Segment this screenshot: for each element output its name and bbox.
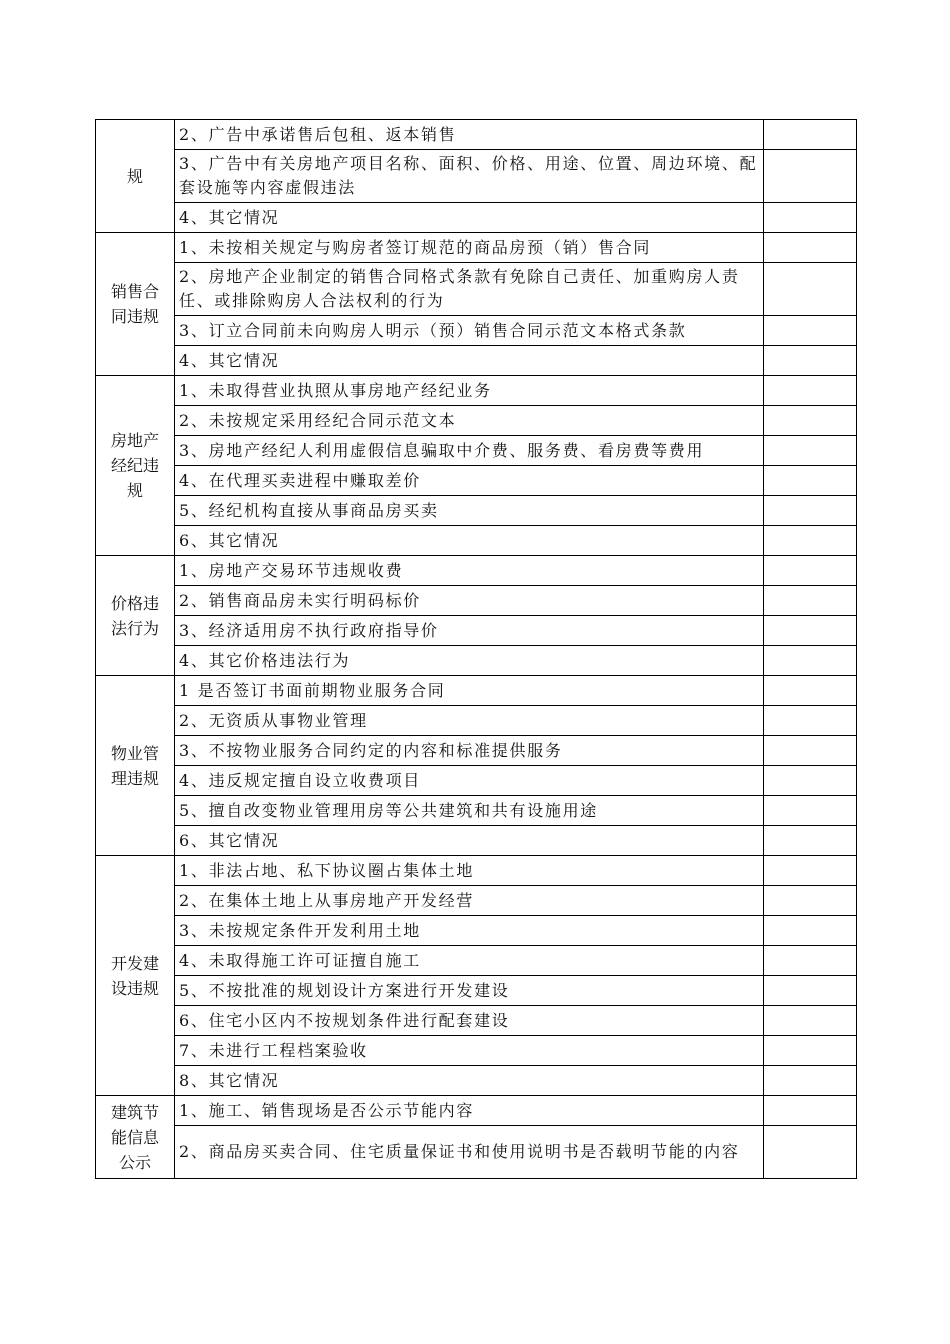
table-row [96, 976, 857, 1006]
check-cell[interactable] [764, 233, 857, 263]
check-cell[interactable] [764, 376, 857, 406]
category-cell: 价格违法行为 [96, 556, 175, 676]
category-cell: 开发建设违规 [96, 856, 175, 1096]
check-cell[interactable] [764, 406, 857, 436]
item-cell: 3、未按规定条件开发利用土地 [175, 916, 764, 946]
table-row [96, 1036, 857, 1066]
check-cell[interactable] [764, 346, 857, 376]
item-cell: 4、其它情况 [175, 346, 764, 376]
check-cell[interactable] [764, 1096, 857, 1126]
table-row [96, 946, 857, 976]
table-row [96, 766, 857, 796]
item-cell: 3、房地产经纪人利用虚假信息骗取中介费、服务费、看房费等费用 [175, 436, 764, 466]
table-row [96, 886, 857, 916]
violation-checklist-table [95, 119, 857, 1179]
item-cell: 7、未进行工程档案验收 [175, 1036, 764, 1066]
item-cell: 1、未按相关规定与购房者签订规范的商品房预（销）售合同 [175, 233, 764, 263]
item-cell: 5、经纪机构直接从事商品房买卖 [175, 496, 764, 526]
check-cell[interactable] [764, 886, 857, 916]
table-row [96, 233, 857, 263]
item-cell: 2、商品房买卖合同、住宅质量保证书和使用说明书是否载明节能的内容 [175, 1126, 764, 1179]
table-row [96, 406, 857, 436]
table-row [96, 316, 857, 346]
table-row [96, 586, 857, 616]
check-cell[interactable] [764, 466, 857, 496]
check-cell[interactable] [764, 496, 857, 526]
check-cell[interactable] [764, 976, 857, 1006]
table-row [96, 436, 857, 466]
item-cell: 2、销售商品房未实行明码标价 [175, 586, 764, 616]
table-row [96, 676, 857, 706]
table-row [96, 376, 857, 406]
category-cell: 规 [96, 120, 175, 233]
check-cell[interactable] [764, 1126, 857, 1179]
item-cell: 4、未取得施工许可证擅自施工 [175, 946, 764, 976]
category-cell: 物业管理违规 [96, 676, 175, 856]
check-cell[interactable] [764, 263, 857, 316]
check-cell[interactable] [764, 616, 857, 646]
check-cell[interactable] [764, 676, 857, 706]
item-cell: 2、未按规定采用经纪合同示范文本 [175, 406, 764, 436]
item-cell: 1、未取得营业执照从事房地产经纪业务 [175, 376, 764, 406]
item-cell: 1、非法占地、私下协议圈占集体土地 [175, 856, 764, 886]
table-row [96, 1006, 857, 1036]
item-cell: 4、在代理买卖进程中赚取差价 [175, 466, 764, 496]
item-cell: 4、违反规定擅自设立收费项目 [175, 766, 764, 796]
item-cell: 2、在集体土地上从事房地产开发经营 [175, 886, 764, 916]
check-cell[interactable] [764, 120, 857, 150]
check-cell[interactable] [764, 856, 857, 886]
item-cell: 1、房地产交易环节违规收费 [175, 556, 764, 586]
check-cell[interactable] [764, 946, 857, 976]
table-row [96, 1066, 857, 1096]
table-row [96, 263, 857, 316]
item-cell: 6、其它情况 [175, 826, 764, 856]
table-row [96, 796, 857, 826]
check-cell[interactable] [764, 316, 857, 346]
check-cell[interactable] [764, 526, 857, 556]
category-cell: 建筑节能信息公示 [96, 1096, 175, 1179]
item-cell: 8、其它情况 [175, 1066, 764, 1096]
table-row [96, 526, 857, 556]
item-cell: 3、经济适用房不执行政府指导价 [175, 616, 764, 646]
table-row [96, 150, 857, 203]
check-cell[interactable] [764, 150, 857, 203]
check-cell[interactable] [764, 1006, 857, 1036]
table-row [96, 120, 857, 150]
table-row [96, 736, 857, 766]
check-cell[interactable] [764, 556, 857, 586]
table-row [96, 706, 857, 736]
item-cell: 3、不按物业服务合同约定的内容和标准提供服务 [175, 736, 764, 766]
item-cell: 3、订立合同前未向购房人明示（预）销售合同示范文本格式条款 [175, 316, 764, 346]
table-row [96, 203, 857, 233]
check-cell[interactable] [764, 436, 857, 466]
table-row [96, 466, 857, 496]
table-row [96, 556, 857, 586]
table-row [96, 1126, 857, 1179]
check-cell[interactable] [764, 646, 857, 676]
table-row [96, 616, 857, 646]
item-cell: 6、其它情况 [175, 526, 764, 556]
category-cell: 销售合同违规 [96, 233, 175, 376]
check-cell[interactable] [764, 203, 857, 233]
category-cell: 房地产经纪违规 [96, 376, 175, 556]
table-row [96, 646, 857, 676]
item-cell: 4、其它情况 [175, 203, 764, 233]
table-row [96, 1096, 857, 1126]
table-row [96, 496, 857, 526]
item-cell: 5、不按批准的规划设计方案进行开发建设 [175, 976, 764, 1006]
table-row [96, 346, 857, 376]
check-cell[interactable] [764, 766, 857, 796]
check-cell[interactable] [764, 1036, 857, 1066]
item-cell: 6、住宅小区内不按规划条件进行配套建设 [175, 1006, 764, 1036]
check-cell[interactable] [764, 586, 857, 616]
item-cell: 3、广告中有关房地产项目名称、面积、价格、用途、位置、周边环境、配套设施等内容虚假违法 [175, 150, 764, 203]
table-row [96, 916, 857, 946]
item-cell: 2、广告中承诺售后包租、返本销售 [175, 120, 764, 150]
item-cell: 4、其它价格违法行为 [175, 646, 764, 676]
item-cell: 1 是否签订书面前期物业服务合同 [175, 676, 764, 706]
check-cell[interactable] [764, 736, 857, 766]
check-cell[interactable] [764, 916, 857, 946]
item-cell: 2、无资质从事物业管理 [175, 706, 764, 736]
table-row [96, 856, 857, 886]
item-cell: 1、施工、销售现场是否公示节能内容 [175, 1096, 764, 1126]
check-cell[interactable] [764, 706, 857, 736]
check-cell[interactable] [764, 1066, 857, 1096]
item-cell: 5、擅自改变物业管理用房等公共建筑和共有设施用途 [175, 796, 764, 826]
check-cell[interactable] [764, 826, 857, 856]
item-cell: 2、房地产企业制定的销售合同格式条款有免除自己责任、加重购房人责任、或排除购房人合法权利的行为 [175, 263, 764, 316]
check-cell[interactable] [764, 796, 857, 826]
table-row [96, 826, 857, 856]
